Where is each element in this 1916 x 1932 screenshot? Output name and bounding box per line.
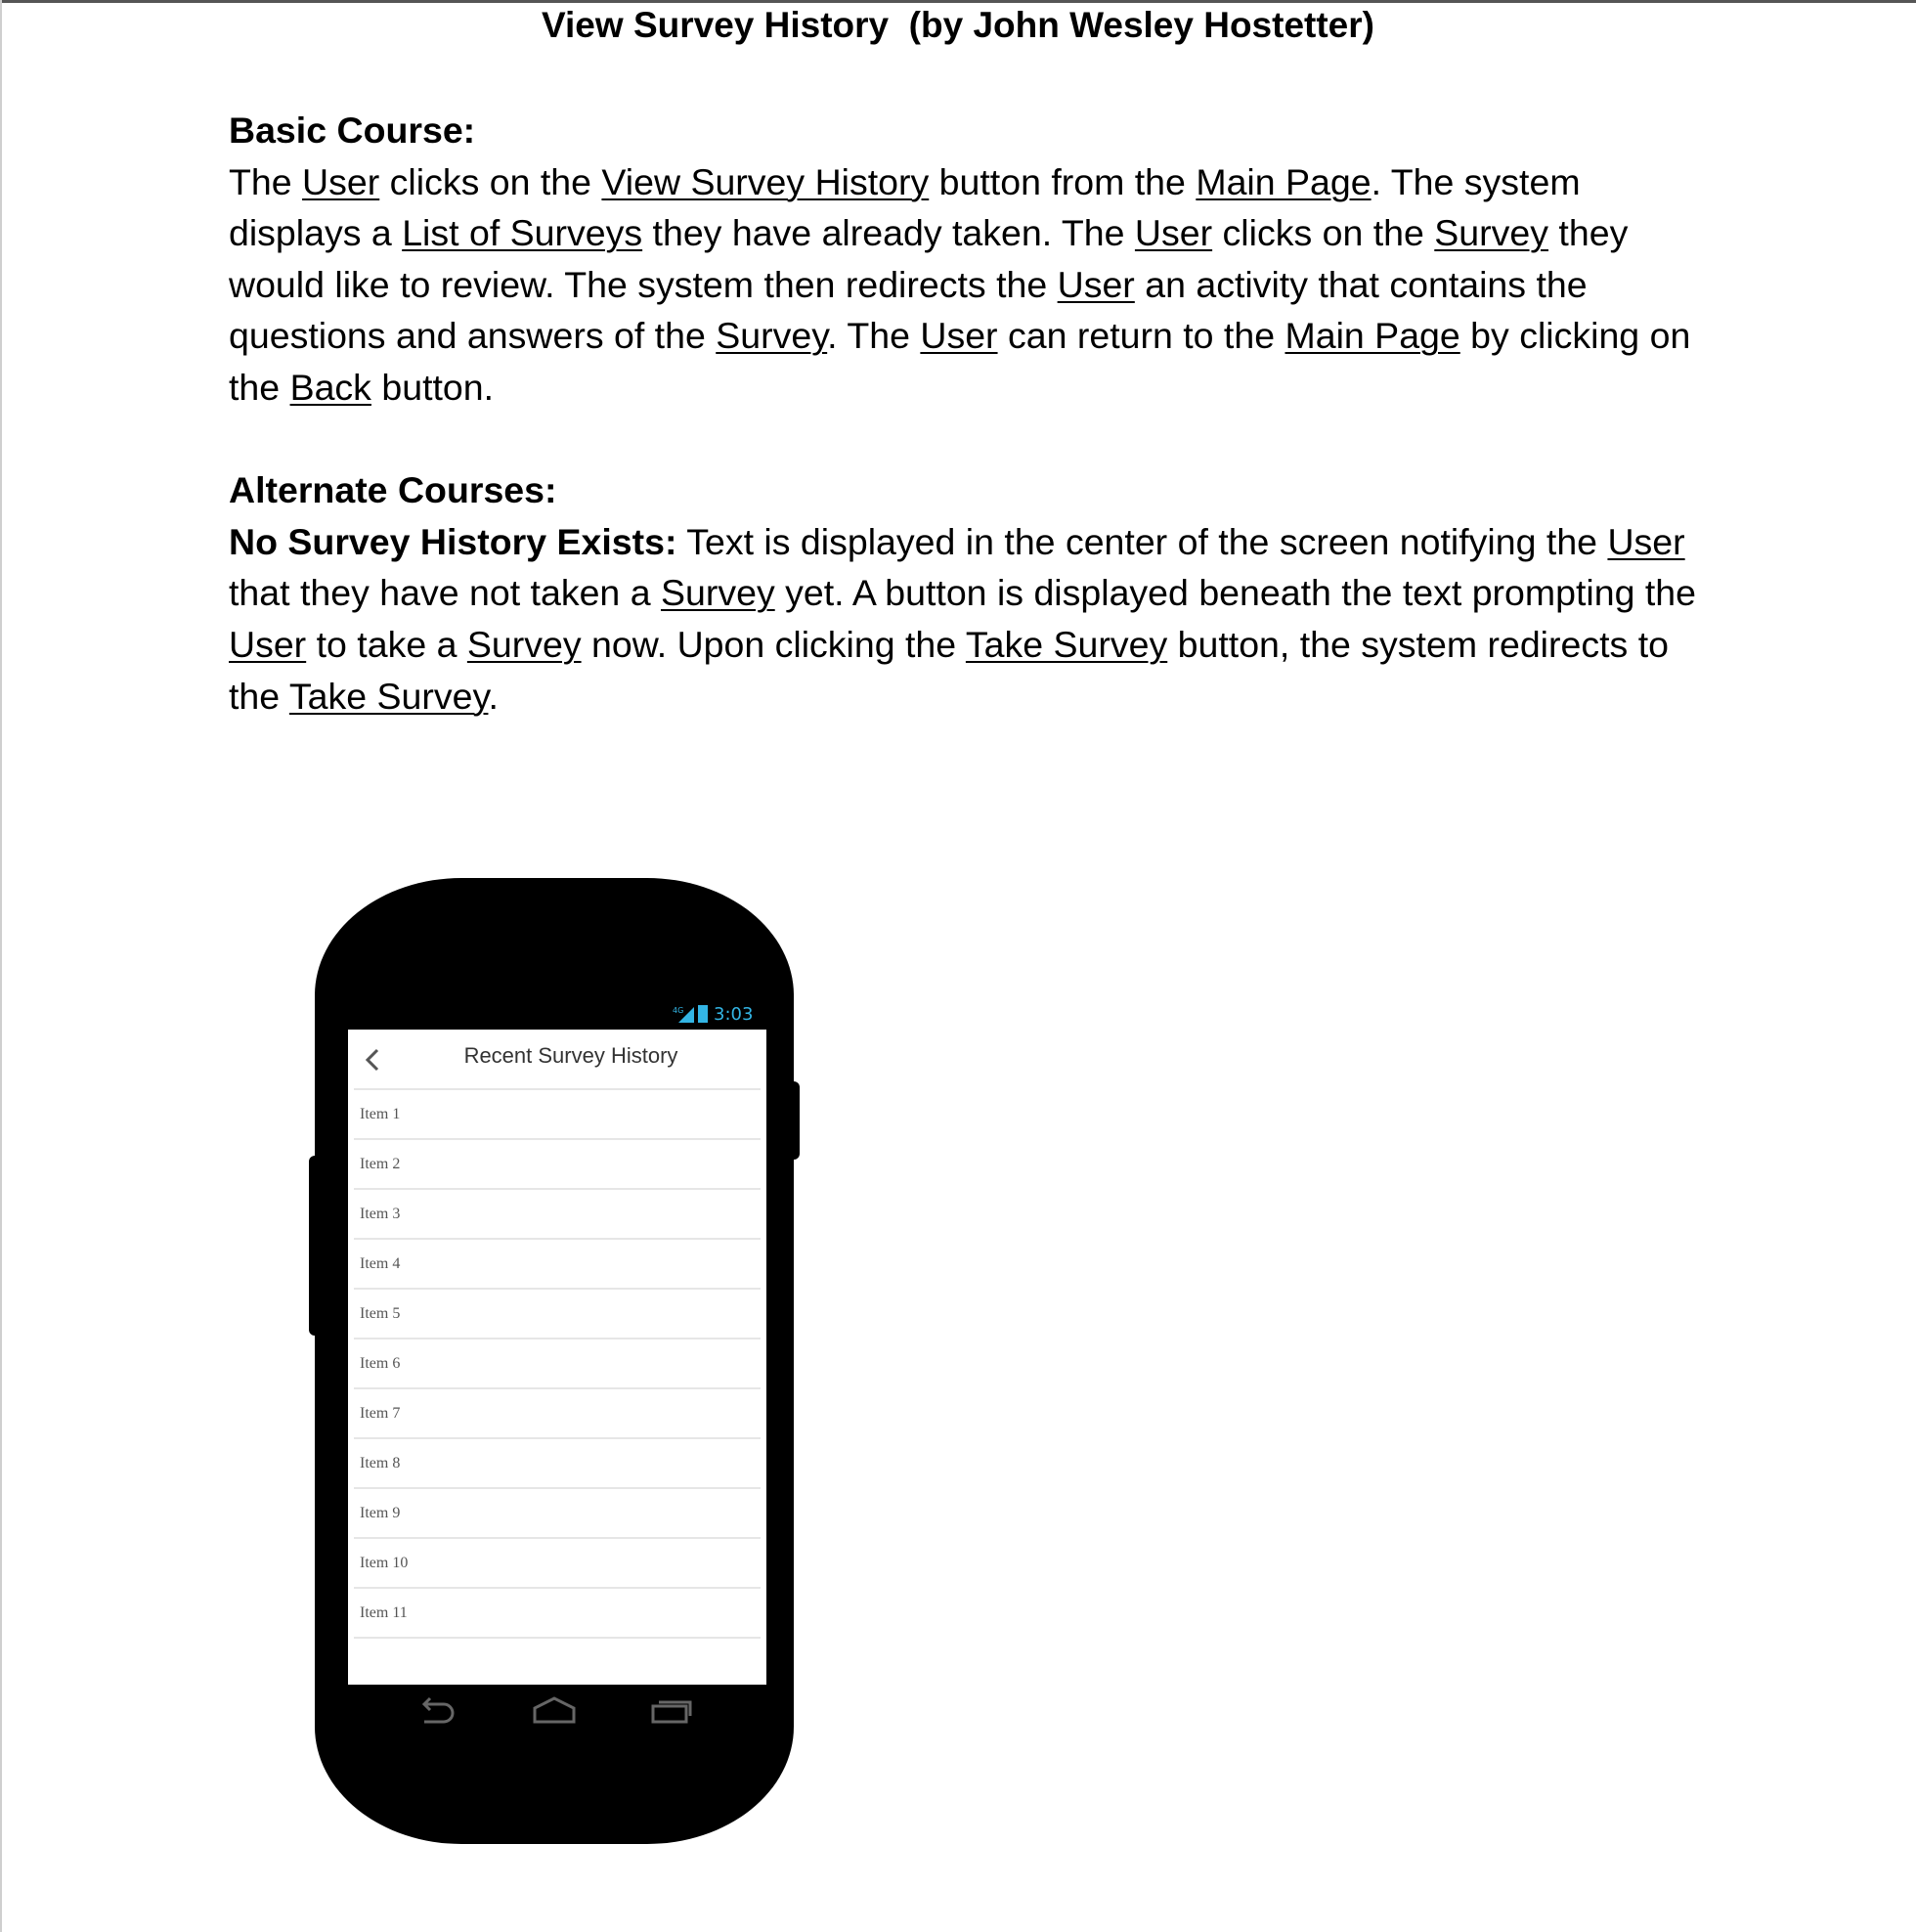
phone-nav-bar xyxy=(348,1694,766,1734)
list-item[interactable]: Item 4 xyxy=(354,1240,761,1290)
recent-apps-icon[interactable] xyxy=(649,1694,694,1728)
list-item[interactable]: Item 11 xyxy=(354,1589,761,1639)
text-run: . The xyxy=(827,315,921,357)
text-run: button, the system redirects to the xyxy=(229,623,1669,717)
text-run: button. xyxy=(370,366,495,408)
back-icon[interactable] xyxy=(414,1694,459,1728)
document-title: View Survey History (by John Wesley Hostetter) xyxy=(542,5,1374,45)
phone-screen xyxy=(348,1030,766,1685)
underlined-term: Survey xyxy=(466,623,582,665)
list-item[interactable]: Item 10 xyxy=(354,1539,761,1589)
text-run: to take a xyxy=(306,623,467,665)
basic-course-paragraph xyxy=(229,156,1715,414)
document-body xyxy=(229,105,1715,722)
underlined-term: View Survey History xyxy=(601,160,930,202)
list-item[interactable]: Item 7 xyxy=(354,1389,761,1439)
battery-icon xyxy=(698,1005,708,1023)
status-time: 3:03 xyxy=(714,1003,754,1025)
text-run: they would like to review. The system then redirects the xyxy=(229,212,1629,305)
text-run: . xyxy=(488,675,499,717)
home-icon[interactable] xyxy=(532,1694,577,1728)
underlined-term: User xyxy=(229,623,307,665)
app-title: Recent Survey History xyxy=(463,1043,678,1068)
alternate-courses-heading: Alternate Courses: xyxy=(229,469,557,511)
underlined-term: Survey xyxy=(1434,212,1549,254)
underlined-term: User xyxy=(1057,263,1135,305)
basic-course-heading: Basic Course: xyxy=(229,110,476,151)
text-run: yet. A button is displayed beneath the text prompting the xyxy=(774,572,1697,614)
text-run: that they have not taken a xyxy=(229,572,661,614)
text-run: now. Upon clicking the xyxy=(581,623,966,665)
signal-icon xyxy=(673,1005,694,1023)
underlined-term: Survey xyxy=(716,315,828,357)
underlined-term: Main Page xyxy=(1196,160,1372,202)
underlined-term: Back xyxy=(289,366,371,408)
text-run: . The system displays a xyxy=(229,160,1581,254)
text-run: clicks on the xyxy=(379,160,602,202)
text-run: Text is displayed in the center of the screen notifying the xyxy=(676,520,1608,562)
paragraph-gap xyxy=(229,414,1715,465)
underlined-term: Survey xyxy=(660,572,775,614)
app-header xyxy=(348,1030,766,1088)
underlined-term: User xyxy=(1134,212,1213,254)
list-item[interactable]: Item 8 xyxy=(354,1439,761,1489)
underlined-term: Take Survey xyxy=(965,623,1168,665)
text-run: button from the xyxy=(929,160,1197,202)
list-item[interactable]: Item 2 xyxy=(354,1140,761,1190)
text-run: by clicking on the xyxy=(229,315,1691,408)
alternate-courses-paragraph xyxy=(229,516,1715,722)
status-bar xyxy=(673,1003,753,1025)
page-top-rule xyxy=(0,0,1916,3)
underlined-term: User xyxy=(302,160,380,202)
list-item[interactable]: Item 5 xyxy=(354,1290,761,1339)
bold-term: No Survey History Exists: xyxy=(229,520,677,562)
page-left-rule xyxy=(0,0,2,1932)
network-type-label: 4G xyxy=(673,1006,684,1015)
underlined-term: Main Page xyxy=(1285,315,1460,357)
text-run: an activity that contains the questions and answers of the xyxy=(229,263,1588,357)
text-run: clicks on the xyxy=(1212,212,1435,254)
underlined-term: User xyxy=(1607,520,1685,562)
underlined-term: Take Survey xyxy=(288,675,489,717)
text-run: they have already taken. The xyxy=(642,212,1135,254)
underlined-term: List of Surveys xyxy=(402,212,643,254)
list-item[interactable]: Item 6 xyxy=(354,1339,761,1389)
survey-history-list xyxy=(354,1090,761,1639)
text-run: can return to the xyxy=(997,315,1285,357)
list-item[interactable]: Item 1 xyxy=(354,1090,761,1140)
list-item[interactable]: Item 3 xyxy=(354,1190,761,1240)
list-item[interactable]: Item 9 xyxy=(354,1489,761,1539)
text-run: The xyxy=(229,160,303,202)
underlined-term: User xyxy=(920,315,998,357)
